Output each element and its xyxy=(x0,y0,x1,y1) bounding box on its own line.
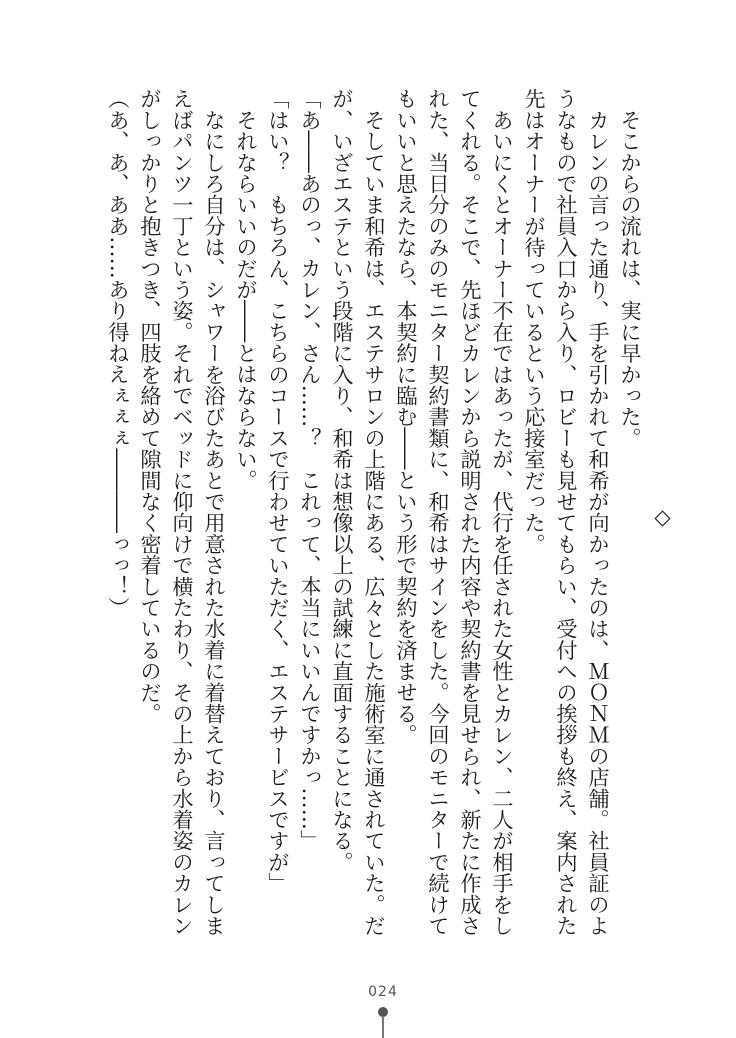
section-separator-diamond: ◇ xyxy=(650,504,675,529)
text-line: カレンの言った通り、手を引かれて和希が向かったのは、ＭＯＮＭの店舗。社員証のよ xyxy=(586,88,611,936)
text-line: （あ、あ、ああ……あり得ねえぇぇぇ――――っっ！） xyxy=(106,88,131,618)
page-number: 024 xyxy=(368,984,398,1000)
page-marker-line xyxy=(382,1016,384,1038)
vertical-text-body xyxy=(102,88,678,958)
text-line: もいいと思えたなら、本契約に臨む――という形で契約を済ませる。 xyxy=(394,88,419,746)
text-line: えばパンツ一丁という姿。それでベッドに仰向けで横たわり、その上から水着姿のカレン xyxy=(170,88,195,936)
text-line: あいにくとオーナー不在ではあったが、代行を任された女性とカレン、二人が相手をし xyxy=(490,88,515,936)
text-line: てくれる。そこで、先ほどカレンから説明された内容や契約書を見せられ、新たに作成さ xyxy=(458,88,483,936)
text-line: うなもので社員入口から入り、ロビーも見せてもらい、受付への挨拶も終え、案内された xyxy=(554,88,579,936)
text-line: がしっかりと抱きつき、四肢を絡めて隙間なく密着しているのだ。 xyxy=(138,88,163,724)
text-line: そこからの流れは、実に早かった。 xyxy=(618,88,643,449)
text-line: 「あ――あのっ、カレン、さん……？ これって、本当にいいんですかっ……」 xyxy=(298,88,323,852)
text-line: れた、当日分のみのモニター契約書類に、和希はサインをした。今回のモニターで続けて xyxy=(426,88,451,936)
text-line: それならいいのだが――とはならない。 xyxy=(234,88,259,491)
text-line: 先はオーナーが待っているという応接室だった。 xyxy=(522,88,547,555)
text-line: そしていま和希は、エステサロンの上階にある、広々とした施術室に通されていた。だ xyxy=(362,88,387,936)
text-line: が、いざエステという段階に入り、和希は想像以上の試練に直面することになる。 xyxy=(330,88,355,873)
text-line: なにしろ自分は、シャワーを浴びたあとで用意された水着に着替えており、言ってしま xyxy=(202,88,227,936)
text-line: 「はい？ もちろん、こちらのコースで行わせていただく、エステサービスですが」 xyxy=(266,88,291,894)
